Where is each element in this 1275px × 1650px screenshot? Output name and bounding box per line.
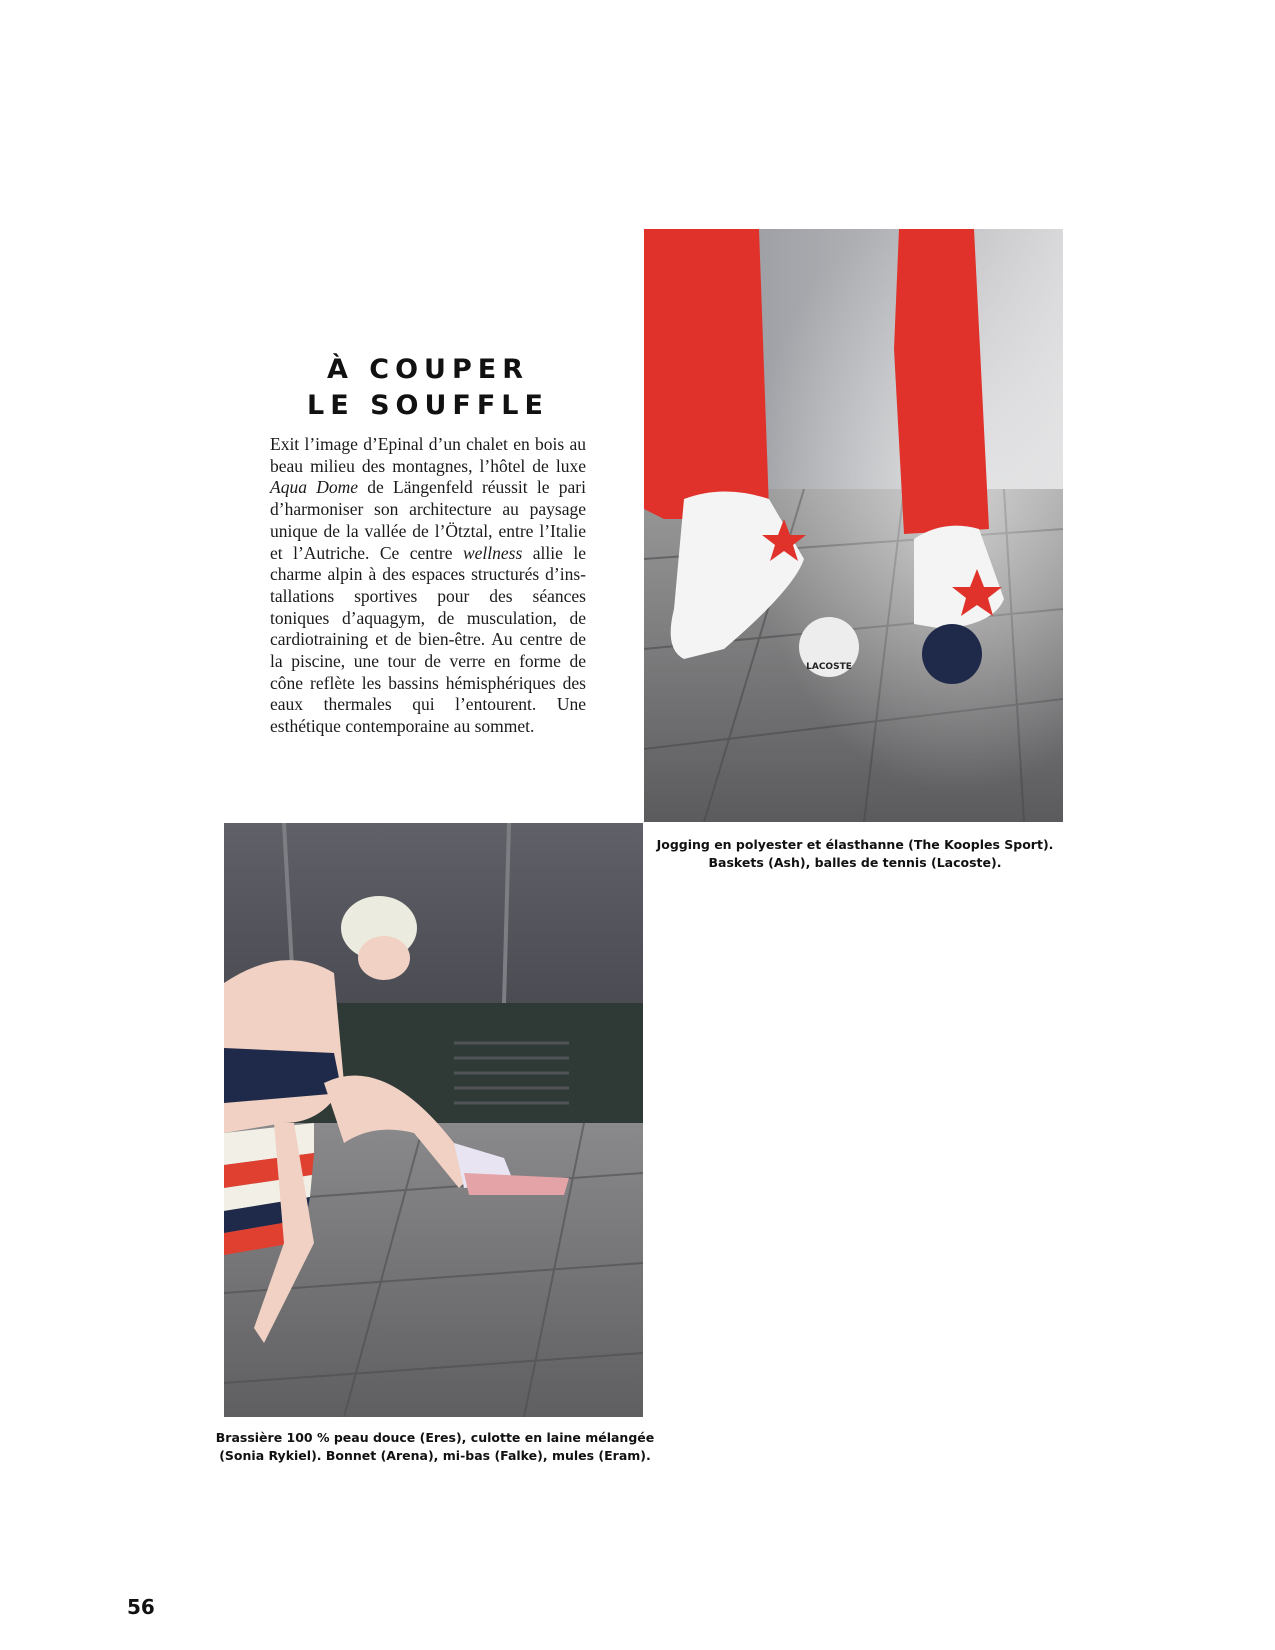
caption-sneakers-line-1: Jogging en polyester et élasthanne (The Kooples Sport). <box>656 837 1054 852</box>
article-body-end: allie le charme alpin à des espaces structurés d’installations sportives pour des séances toniques d’aquagym, de musculation, de cardiotraining et de bien-être. Au centre de la piscine, une tour de verre en forme de cône reflète les bassins hémisphériques des eaux thermales qui l’entourent. Une esthétique contemporaine au sommet. <box>270 542 586 737</box>
pants-right-leg <box>894 229 989 534</box>
article-title-line-2: LE SOUFFLE <box>307 390 549 421</box>
page-number: 56 <box>127 1595 155 1619</box>
article-body <box>270 434 586 738</box>
photo-sneakers-tennis-balls <box>644 229 1063 822</box>
article-body-hotel-name: Aqua Dome <box>270 477 358 498</box>
article-body-wellness: wellness <box>462 542 523 563</box>
pants-left-leg <box>644 229 769 519</box>
caption-swimmer-line-1: Brassière 100 % peau douce (Eres), culotte en laine mélangée <box>215 1430 655 1445</box>
swimmer-back <box>224 960 344 1133</box>
caption-swimmer <box>210 1429 660 1465</box>
caption-sneakers <box>650 836 1060 872</box>
caption-swimmer-line-2: (Sonia Rykiel). Bonnet (Arena), mi-bas (Falke), mules (Eram). <box>219 1448 651 1463</box>
swimmer-face <box>358 936 410 980</box>
photo-swimmer-illustration <box>224 823 643 1417</box>
photo-sneakers-illustration <box>644 229 1063 822</box>
article-title-line-1: À COUPER <box>326 354 529 385</box>
caption-sneakers-line-2: Baskets (Ash), balles de tennis (Lacoste). <box>708 855 1002 870</box>
article-body-intro: Exit l’image d’Epinal d’un chalet en bois au beau milieu des montagnes, l’hôtel de luxe <box>270 434 586 476</box>
tennis-ball-navy <box>922 624 982 684</box>
article-title <box>268 352 588 424</box>
ball-logo-text: LACOSTE <box>806 662 852 672</box>
article-body-middle: de Längenfeld réussit le pari d’harmoniser son architecture au paysage unique de la vallée de l’Ötztal, entre l’Italie et l’Autriche. Ce centre <box>270 477 587 563</box>
photo-seated-swimmer <box>224 823 643 1417</box>
